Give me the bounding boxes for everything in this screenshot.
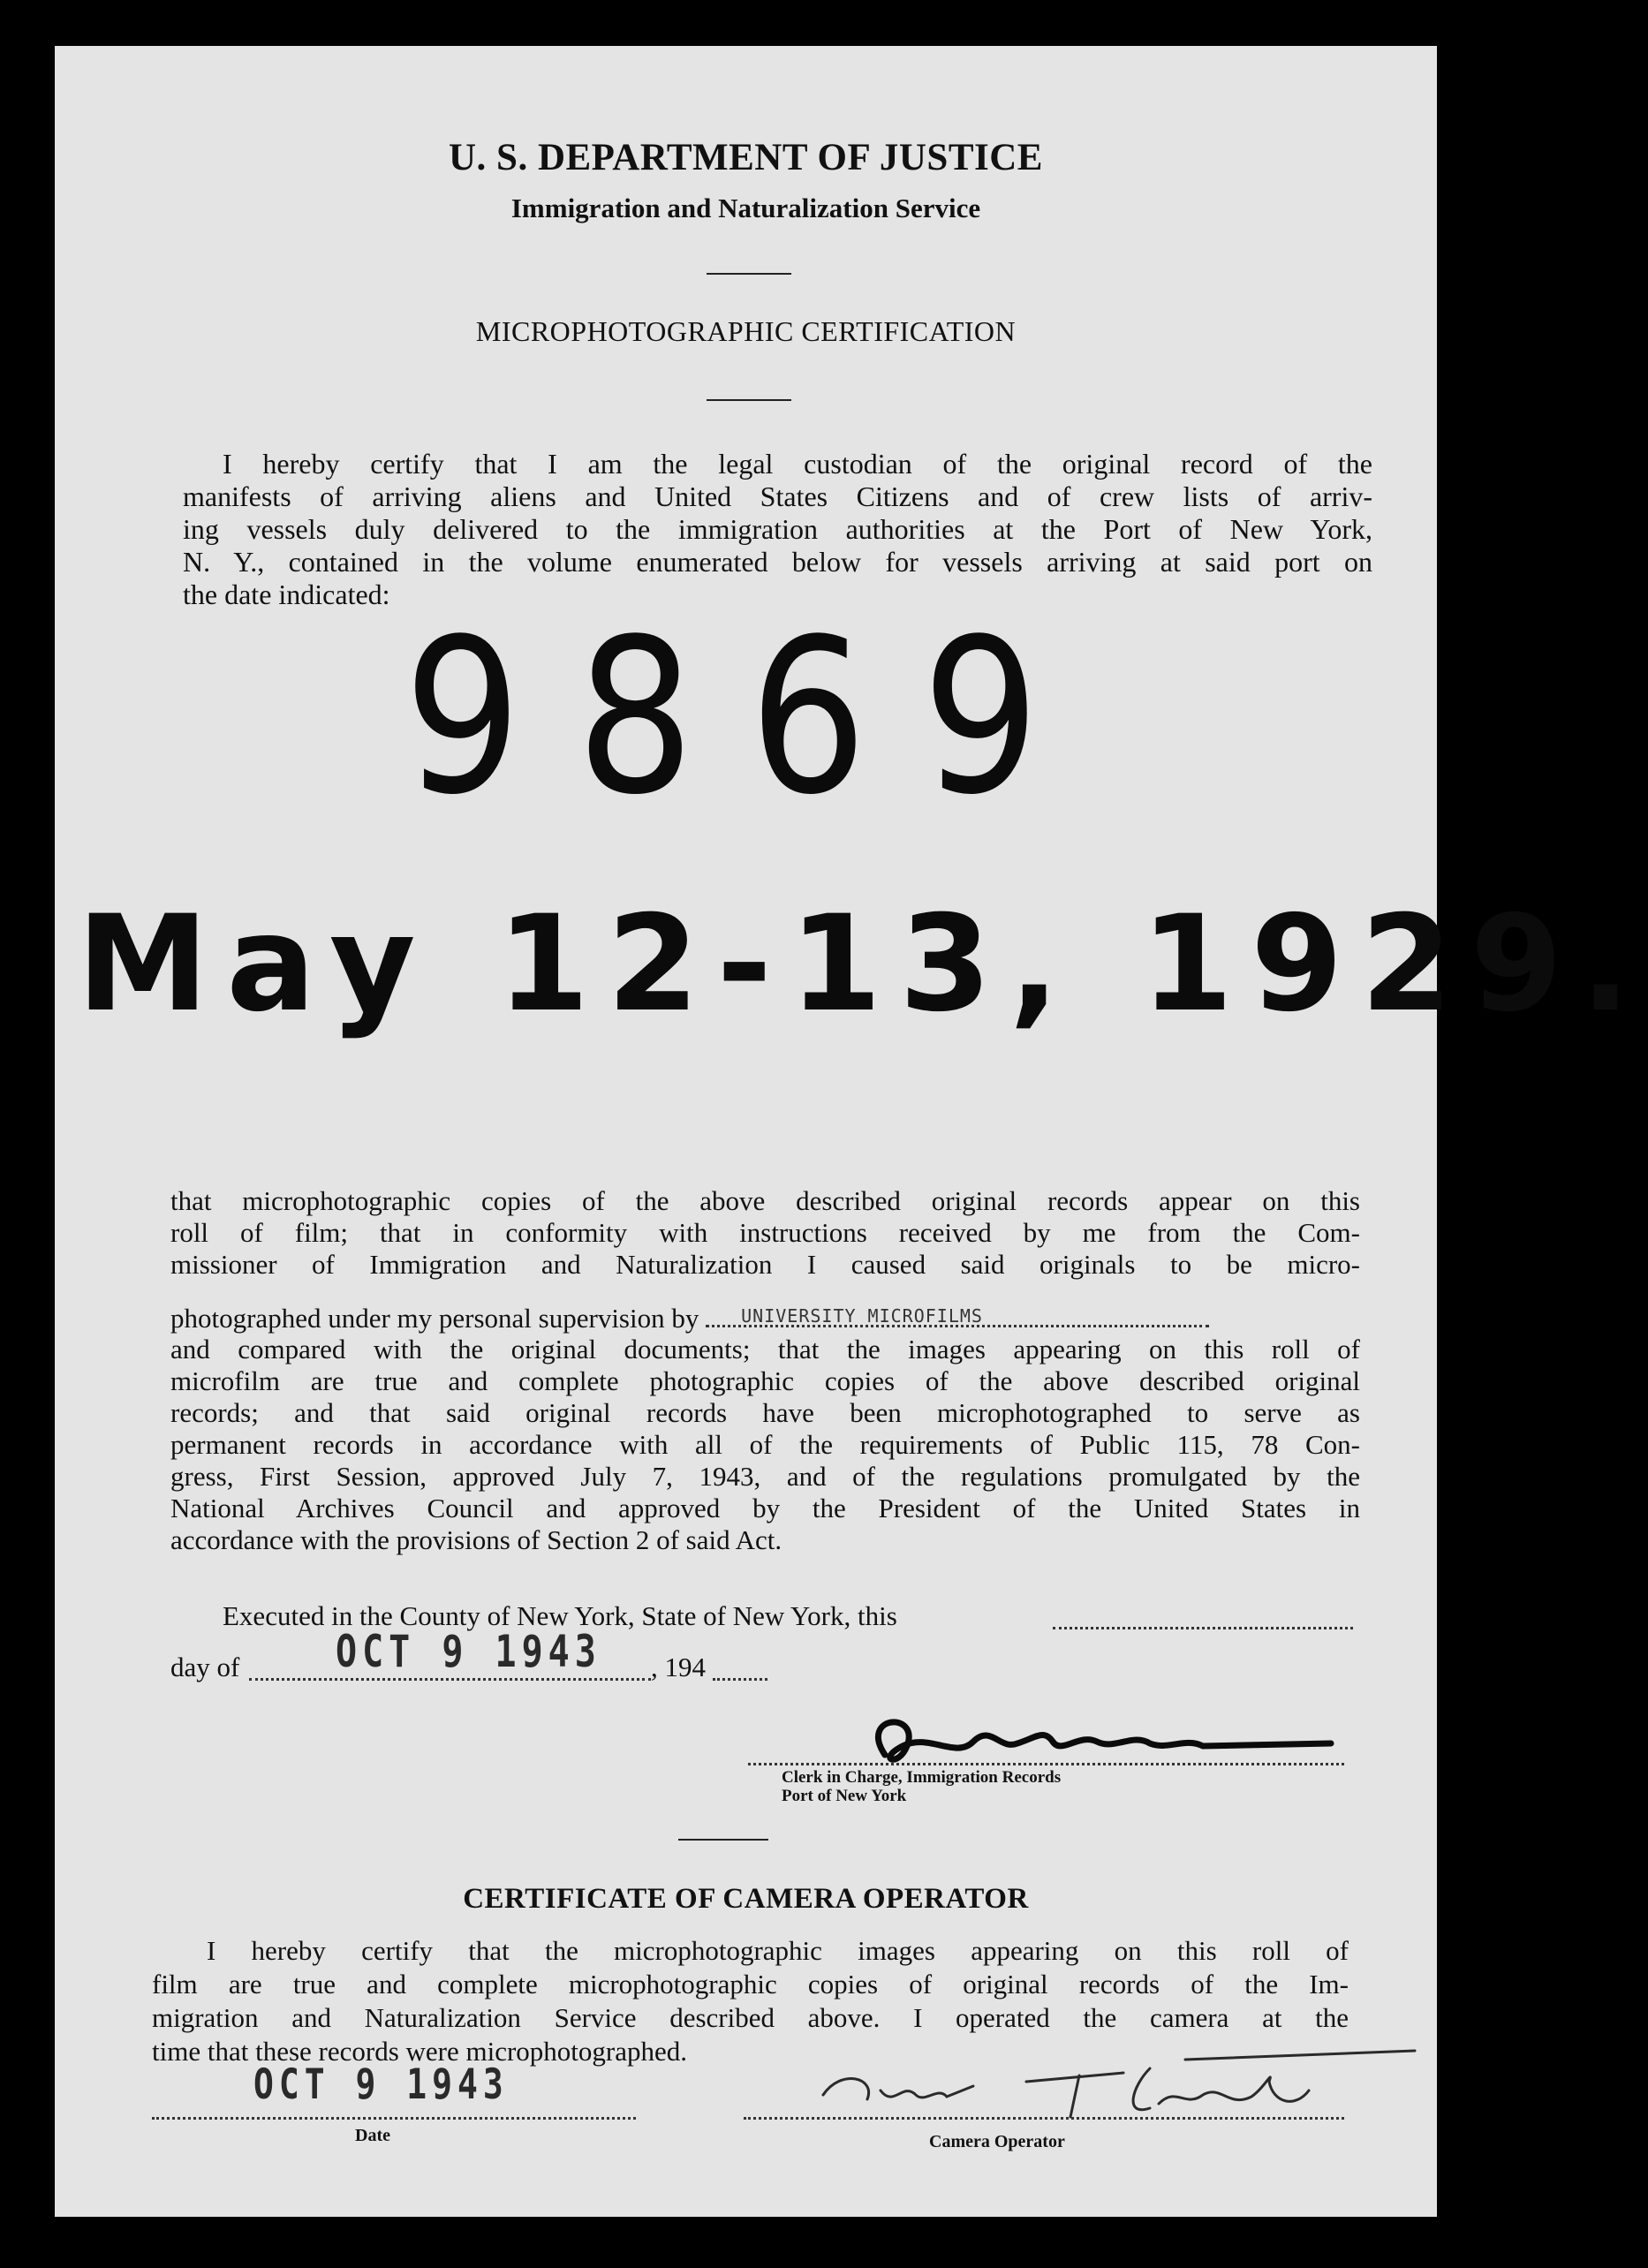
executed-date-stamp: OCT 9 1943 — [336, 1627, 601, 1678]
paragraph-line: roll of film; that in conformity with instructions received by me from the Com- — [170, 1217, 1360, 1248]
camera-date-label: Date — [355, 2126, 390, 2145]
operator-signature — [814, 2033, 1433, 2130]
paragraph-line: I hereby certify that the microphotographic images appearing on this roll of — [207, 1935, 1349, 1966]
body-paragraph-continued — [170, 1334, 1360, 1556]
paragraph-line: records; and that said original records have been microphotographed to serve as — [170, 1397, 1360, 1428]
paragraph-line: film are true and complete microphotographic copies of original records of the Im- — [152, 1969, 1349, 2000]
paragraph-line: gress, First Session, approved July 7, 1943, and of the regulations promulgated by the — [170, 1461, 1360, 1492]
body-paragraph — [170, 1185, 1360, 1281]
paragraph-line: time that these records were microphotographed. — [152, 2036, 687, 2067]
camera-certificate-title: CERTIFICATE OF CAMERA OPERATOR — [463, 1883, 1029, 1915]
paragraph-line: migration and Naturalization Service described above. I operated the camera at the — [152, 2002, 1349, 2033]
day-of-blank — [249, 1678, 651, 1681]
clerk-signature — [823, 1706, 1353, 1777]
handwritten-volume-date: May 12-13, 1929. — [77, 888, 1648, 1041]
supervision-label: photographed under my personal supervision by — [170, 1303, 699, 1334]
day-of-label: day of — [170, 1652, 240, 1682]
paragraph-line: accordance with the provisions of Section 2 of said Act. — [170, 1524, 782, 1555]
paragraph-line: missioner of Immigration and Naturalization I caused said originals to be micro- — [170, 1249, 1360, 1280]
supervision-line — [170, 1298, 1360, 1334]
paragraph-line: National Archives Council and approved by the President of the United States in — [170, 1493, 1360, 1523]
paragraph-line: I hereby certify that I am the legal custodian of the original record of the — [223, 448, 1372, 480]
day-of-line — [170, 1652, 239, 1683]
department-heading: U. S. DEPARTMENT OF JUSTICE — [448, 137, 1043, 178]
year-blank — [713, 1678, 767, 1681]
day-blank — [1053, 1627, 1353, 1629]
camera-date-line — [152, 2117, 636, 2120]
intro-paragraph — [183, 448, 1372, 611]
certificate-sheet — [55, 46, 1648, 2217]
year-label: , 194 — [651, 1652, 706, 1682]
camera-date-stamp: OCT 9 1943 — [253, 2060, 509, 2108]
paragraph-line: ing vessels duly delivered to the immigration authorities at the Port of New York, — [183, 513, 1372, 545]
camera-operator-label: Camera Operator — [929, 2132, 1065, 2151]
paragraph-line: permanent records in accordance with all of the requirements of Public 115, 78 Con- — [170, 1429, 1360, 1460]
supervisor-field — [706, 1298, 1209, 1327]
service-subheading: Immigration and Naturalization Service — [510, 193, 981, 223]
operator-signature-line — [744, 2117, 1344, 2120]
divider — [707, 399, 791, 401]
certification-title: MICROPHOTOGRAPHIC CERTIFICATION — [475, 315, 1017, 347]
handwritten-volume-number: 9869 — [404, 593, 1095, 843]
executed-text: Executed in the County of New York, State of New York, this — [223, 1600, 897, 1631]
paragraph-line: the date indicated: — [183, 578, 390, 610]
paragraph-line: N. Y., contained in the volume enumerated below for vessels arriving at said port on — [183, 546, 1372, 578]
divider — [707, 273, 791, 275]
clerk-title-line: Port of New York — [782, 1787, 907, 1805]
paragraph-line: microfilm are true and complete photographic copies of the above described original — [170, 1365, 1360, 1396]
paragraph-line: manifests of arriving aliens and United States Citizens and of crew lists of arriv- — [183, 480, 1372, 512]
supervisor-name: UNIVERSITY MICROFILMS — [741, 1305, 983, 1327]
paragraph-line: that microphotographic copies of the above described original records appear on this — [170, 1185, 1360, 1216]
clerk-signature-line — [748, 1763, 1344, 1765]
clerk-title — [782, 1768, 1061, 1805]
clerk-title-line: Clerk in Charge, Immigration Records — [782, 1768, 1062, 1787]
divider — [678, 1839, 768, 1841]
paragraph-line: and compared with the original documents; that the images appearing on this roll of — [170, 1334, 1360, 1365]
